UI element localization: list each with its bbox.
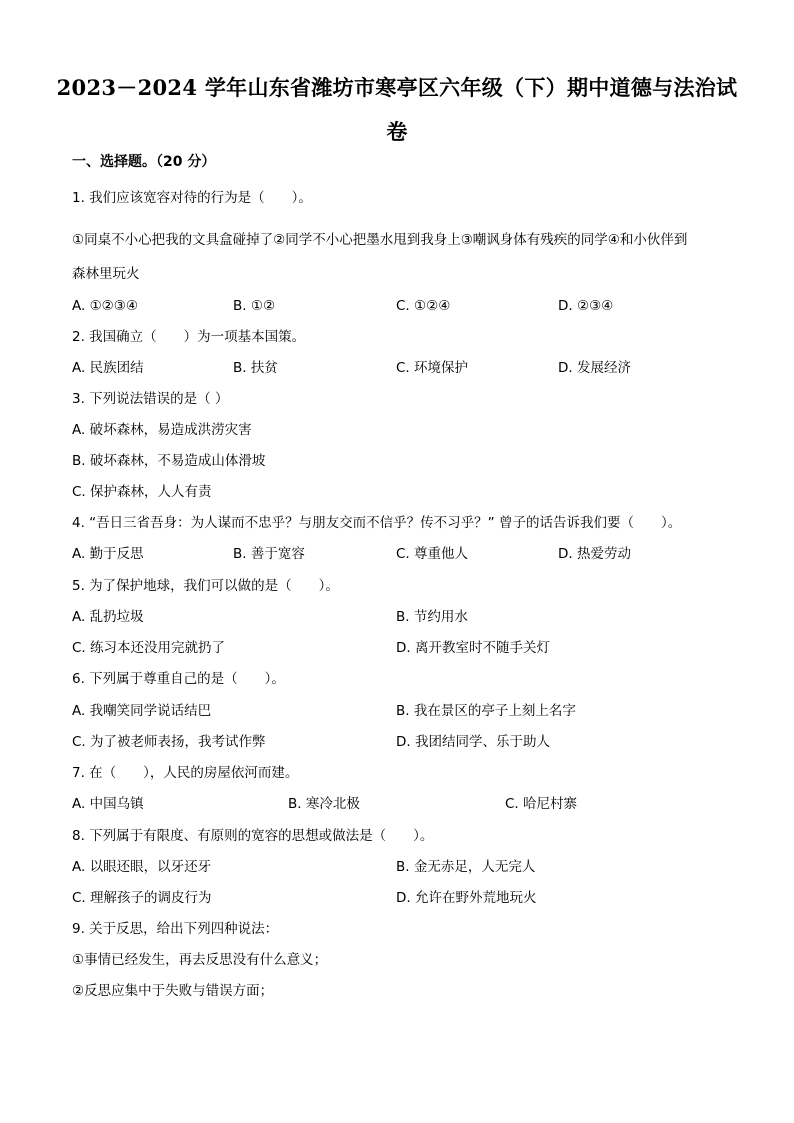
question-8-option-d: D. 允许在野外荒地玩火 <box>396 890 537 906</box>
question-4-option-a: A. 勤于反思 <box>72 546 144 562</box>
question-3-stem: 3. 下列说法错误的是（ ） <box>72 391 229 407</box>
question-1-option-d: D. ②③④ <box>558 298 614 314</box>
question-5-option-c: C. 练习本还没用完就扔了 <box>72 640 226 656</box>
question-9-stem: 9. 关于反思，给出下列四种说法： <box>72 921 279 937</box>
question-3-option-a: A. 破坏森林，易造成洪涝灾害 <box>72 422 252 438</box>
question-8-stem: 8. 下列属于有限度、有原则的宽容的思想或做法是（ ）。 <box>72 828 434 844</box>
question-1-statements-line-2: 森林里玩火 <box>72 266 140 282</box>
question-1-option-b: B. ①② <box>233 298 276 314</box>
question-7-option-c: C. 哈尼村寨 <box>505 796 578 812</box>
question-8-option-c: C. 理解孩子的调皮行为 <box>72 890 212 906</box>
question-5-stem: 5. 为了保护地球，我们可以做的是（ ）。 <box>72 578 339 594</box>
question-8-option-a: A. 以眼还眼，以牙还牙 <box>72 859 212 875</box>
question-4-option-c: C. 尊重他人 <box>396 546 469 562</box>
question-2-option-d: D. 发展经济 <box>558 360 631 376</box>
question-7-option-a: A. 中国乌镇 <box>72 796 144 812</box>
question-9-statement-1: ①事情已经发生，再去反思没有什么意义； <box>72 952 328 968</box>
question-5-option-b: B. 节约用水 <box>396 609 468 625</box>
question-9-statement-2: ②反思应集中于失败与错误方面； <box>72 983 274 999</box>
question-5-option-d: D. 离开教室时不随手关灯 <box>396 640 550 656</box>
question-6-stem: 6. 下列属于尊重自己的是（ ）。 <box>72 671 285 687</box>
question-6-option-b: B. 我在景区的亭子上刻上名字 <box>396 703 576 719</box>
question-6-option-a: A. 我嘲笑同学说话结巴 <box>72 703 212 719</box>
question-2-option-b: B. 扶贫 <box>233 360 278 376</box>
question-2-stem: 2. 我国确立（ ）为一项基本国策。 <box>72 329 306 345</box>
question-7-stem: 7. 在（ ），人民的房屋依河而建。 <box>72 765 299 781</box>
question-4-option-d: D. 热爱劳动 <box>558 546 631 562</box>
question-1-option-a: A. ①②③④ <box>72 298 138 314</box>
question-6-option-d: D. 我团结同学、乐于助人 <box>396 734 550 750</box>
question-1-stem: 1. 我们应该宽容对待的行为是（ ）。 <box>72 190 312 206</box>
question-4-stem: 4. “吾日三省吾身：为人谋而不忠乎？与朋友交而不信乎？传不习乎？” 曾子的话告诉我们要（ ）。 <box>72 515 682 531</box>
question-8-option-b: B. 金无赤足，人无完人 <box>396 859 536 875</box>
question-5-option-a: A. 乱扔垃圾 <box>72 609 144 625</box>
question-7-option-b: B. 寒冷北极 <box>288 796 360 812</box>
question-3-option-c: C. 保护森林，人人有责 <box>72 484 212 500</box>
question-6-option-c: C. 为了被老师表扬，我考试作弊 <box>72 734 266 750</box>
question-1-statements-line-1: ①同桌不小心把我的文具盒碰掉了②同学不小心把墨水甩到我身上③嘲讽身体有残疾的同学④和小伙伴到 <box>72 232 688 248</box>
question-3-option-b: B. 破坏森林，不易造成山体滑坡 <box>72 453 266 469</box>
section-heading-choice: 一、选择题。（20 分） <box>72 154 216 170</box>
exam-title-line-1: 2023－2024 学年山东省潍坊市寒亭区六年级（下）期中道德与法治试 <box>56 75 738 100</box>
question-4-option-b: B. 善于宽容 <box>233 546 305 562</box>
question-2-option-a: A. 民族团结 <box>72 360 144 376</box>
question-1-option-c: C. ①②④ <box>396 298 451 314</box>
question-2-option-c: C. 环境保护 <box>396 360 469 376</box>
exam-title-line-2: 卷 <box>386 119 408 144</box>
